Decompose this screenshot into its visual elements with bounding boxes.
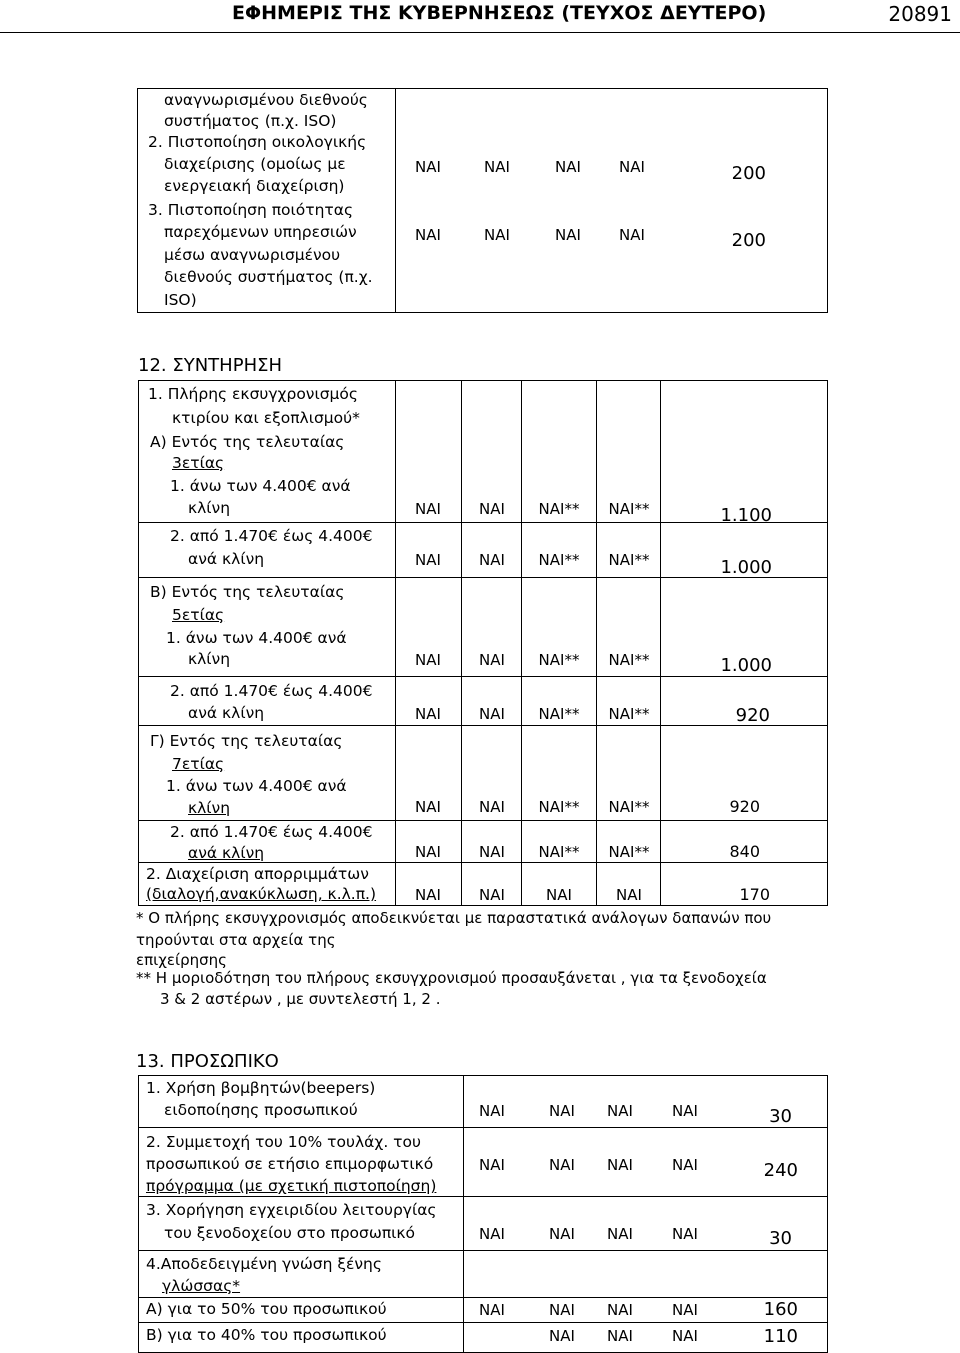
points-cell: 160 [763, 1299, 798, 1320]
yes-cell: ΝΑΙ [479, 1225, 505, 1243]
item-text: προσωπικού σε ετήσιο επιμορφωτικό [146, 1155, 434, 1173]
yes-cell: ΝΑΙ [607, 1102, 633, 1120]
item-text: Β) Εντός της τελευταίας [150, 583, 345, 601]
yes-cell: ΝΑΙ [479, 1301, 505, 1319]
item-text: κτιρίου και εξοπλισμού* [172, 409, 360, 427]
item-text: 2. Διαχείριση απορριμμάτων [146, 865, 369, 883]
points-cell: 30 [769, 1106, 792, 1127]
yes-cell: ΝΑΙ** [538, 798, 580, 816]
item-text: πρόγραμμα (με σχετική πιστοποίηση) [146, 1177, 437, 1195]
cert-text-line: ISO) [164, 291, 197, 309]
item-text: κλίνη [188, 650, 231, 668]
yes-cell: ΝΑΙ** [608, 843, 650, 861]
yes-cell: ΝΑΙ** [608, 651, 650, 669]
cert-text-line: διαχείρισης (ομοίως με [164, 155, 346, 173]
points-cell: 1.100 [720, 505, 772, 526]
yes-cell: ΝΑΙ [415, 886, 441, 904]
yes-cell: ΝΑΙ** [608, 705, 650, 723]
footnote: 3 & 2 αστέρων , με συντελεστή 1, 2 . [160, 990, 441, 1008]
cert-text-line: αναγνωρισμένου διεθνούς [164, 91, 368, 109]
points-cell: 110 [763, 1326, 798, 1347]
yes-cell: ΝΑΙ [555, 158, 581, 176]
yes-cell: ΝΑΙ [672, 1301, 698, 1319]
yes-cell: ΝΑΙ** [608, 798, 650, 816]
footnote: επιχείρησης [136, 951, 227, 969]
footnote: τηρούνται στα αρχεία της [136, 931, 336, 949]
item-text: κλίνη [188, 499, 231, 517]
yes-cell: ΝΑΙ [479, 886, 505, 904]
item-text: 1. Χρήση βομβητών(beepers) [146, 1079, 376, 1097]
item-text: 2. από 1.470€ έως 4.400€ [170, 527, 373, 545]
item-text: ανά κλίνη [188, 550, 265, 568]
cert-text-line: ενεργειακή διαχείριση) [164, 177, 345, 195]
cert-text-line: διεθνούς συστήματος (π.χ. [164, 268, 373, 286]
cert-text-line: μέσω αναγνωρισμένου [164, 246, 341, 264]
item-text: 4.Αποδεδειγμένη γνώση ξένης [146, 1255, 382, 1273]
item-text: του ξενοδοχείου στο προσωπικό [164, 1224, 416, 1242]
yes-cell: ΝΑΙ [415, 226, 441, 244]
yes-cell: ΝΑΙ [619, 226, 645, 244]
yes-cell: ΝΑΙ [607, 1327, 633, 1345]
item-text: ανά κλίνη [188, 844, 265, 862]
yes-cell: ΝΑΙ [415, 705, 441, 723]
item-text: 3ετίας [172, 454, 225, 472]
item-text: Γ) Εντός της τελευταίας [150, 732, 343, 750]
yes-cell: ΝΑΙ [415, 798, 441, 816]
yes-cell: ΝΑΙ [672, 1102, 698, 1120]
item-text: (διαλογή,ανακύκλωση, κ.λ.π.) [146, 885, 377, 903]
yes-cell: ΝΑΙ [479, 843, 505, 861]
yes-cell: ΝΑΙ** [538, 843, 580, 861]
item-text: 2. από 1.470€ έως 4.400€ [170, 682, 373, 700]
yes-cell: ΝΑΙ [479, 651, 505, 669]
yes-cell: ΝΑΙ [479, 1102, 505, 1120]
yes-cell: ΝΑΙ** [608, 500, 650, 518]
yes-cell: ΝΑΙ [479, 551, 505, 569]
section-title-personnel: 13. ΠΡΟΣΩΠΙΚΟ [136, 1051, 279, 1072]
yes-cell: ΝΑΙ [415, 551, 441, 569]
item-text: γλώσσας* [162, 1277, 241, 1295]
yes-cell: ΝΑΙ [549, 1156, 575, 1174]
item-text: Α) για το 50% του προσωπικού [146, 1300, 387, 1318]
item-text: Α) Εντός της τελευταίας [150, 433, 345, 451]
yes-cell: ΝΑΙ [607, 1156, 633, 1174]
cert-text-line: παρεχόμενων υπηρεσιών [164, 223, 357, 241]
yes-cell: ΝΑΙ [672, 1156, 698, 1174]
yes-cell: ΝΑΙ [672, 1225, 698, 1243]
item-text: ανά κλίνη [188, 704, 265, 722]
yes-cell: ΝΑΙ [549, 1301, 575, 1319]
yes-cell: ΝΑΙ [415, 158, 441, 176]
yes-cell: ΝΑΙ [479, 1156, 505, 1174]
yes-cell: ΝΑΙ [479, 798, 505, 816]
cert-text-line: συστήματος (π.χ. ISO) [164, 112, 337, 130]
yes-cell: ΝΑΙ [546, 886, 572, 904]
yes-cell: ΝΑΙ [415, 500, 441, 518]
points-cell: 840 [729, 842, 760, 861]
yes-cell: ΝΑΙ** [538, 551, 580, 569]
item-text: 1. άνω των 4.400€ ανά [170, 477, 351, 495]
cert-text-line: 2. Πιστοποίηση οικολογικής [148, 133, 367, 151]
points-cell: 30 [769, 1228, 792, 1249]
item-text: κλίνη [188, 799, 231, 817]
yes-cell: ΝΑΙ [549, 1102, 575, 1120]
yes-cell: ΝΑΙ [479, 500, 505, 518]
header-rule [0, 32, 960, 33]
item-text: ειδοποίησης προσωπικού [164, 1101, 358, 1119]
yes-cell: ΝΑΙ [619, 158, 645, 176]
points-cell: 1.000 [720, 655, 772, 676]
points-cell: 920 [735, 705, 770, 726]
yes-cell: ΝΑΙ [555, 226, 581, 244]
points-cell: 200 [731, 230, 766, 251]
points-cell: 240 [763, 1160, 798, 1181]
section-title-maintenance: 12. ΣΥΝΤΗΡΗΣΗ [138, 355, 283, 376]
yes-cell: ΝΑΙ [415, 843, 441, 861]
footnote: * Ο πλήρης εκσυγχρονισμός αποδεικνύεται με παραστατικά ανάλογων δαπανών που [136, 909, 772, 927]
item-text: 7ετίας [172, 755, 225, 773]
points-cell: 170 [739, 885, 770, 904]
yes-cell: ΝΑΙ [616, 886, 642, 904]
page-number: 20891 [888, 2, 952, 26]
points-cell: 1.000 [720, 557, 772, 578]
item-text: 1. άνω των 4.400€ ανά [166, 777, 347, 795]
yes-cell: ΝΑΙ [549, 1225, 575, 1243]
points-cell: 200 [731, 163, 766, 184]
yes-cell: ΝΑΙ** [608, 551, 650, 569]
cert-text-line: 3. Πιστοποίηση ποιότητας [148, 201, 354, 219]
item-text: 1. Πλήρης εκσυγχρονισμός [148, 385, 358, 403]
yes-cell: ΝΑΙ** [538, 500, 580, 518]
points-cell: 920 [729, 797, 760, 816]
page-header-title: ΕΦΗΜΕΡΙΣ ΤΗΣ ΚΥΒΕΡΝΗΣΕΩΣ (ΤΕΥΧΟΣ ΔΕΥΤΕΡΟ) [232, 2, 767, 24]
item-text: Β) για το 40% του προσωπικού [146, 1326, 387, 1344]
footnote: ** Η μοριοδότηση του πλήρους εκσυγχρονισμού προσαυξάνεται , για τα ξενοδοχεία [136, 969, 767, 987]
item-text: 2. από 1.470€ έως 4.400€ [170, 823, 373, 841]
item-text: 1. άνω των 4.400€ ανά [166, 629, 347, 647]
yes-cell: ΝΑΙ [607, 1225, 633, 1243]
yes-cell: ΝΑΙ [549, 1327, 575, 1345]
yes-cell: ΝΑΙ [484, 226, 510, 244]
yes-cell: ΝΑΙ [607, 1301, 633, 1319]
yes-cell: ΝΑΙ [672, 1327, 698, 1345]
item-text: 3. Χορήγηση εγχειριδίου λειτουργίας [146, 1201, 437, 1219]
item-text: 5ετίας [172, 606, 225, 624]
yes-cell: ΝΑΙ** [538, 651, 580, 669]
yes-cell: ΝΑΙ** [538, 705, 580, 723]
yes-cell: ΝΑΙ [484, 158, 510, 176]
yes-cell: ΝΑΙ [415, 651, 441, 669]
yes-cell: ΝΑΙ [479, 705, 505, 723]
item-text: 2. Συμμετοχή του 10% τουλάχ. του [146, 1133, 421, 1151]
